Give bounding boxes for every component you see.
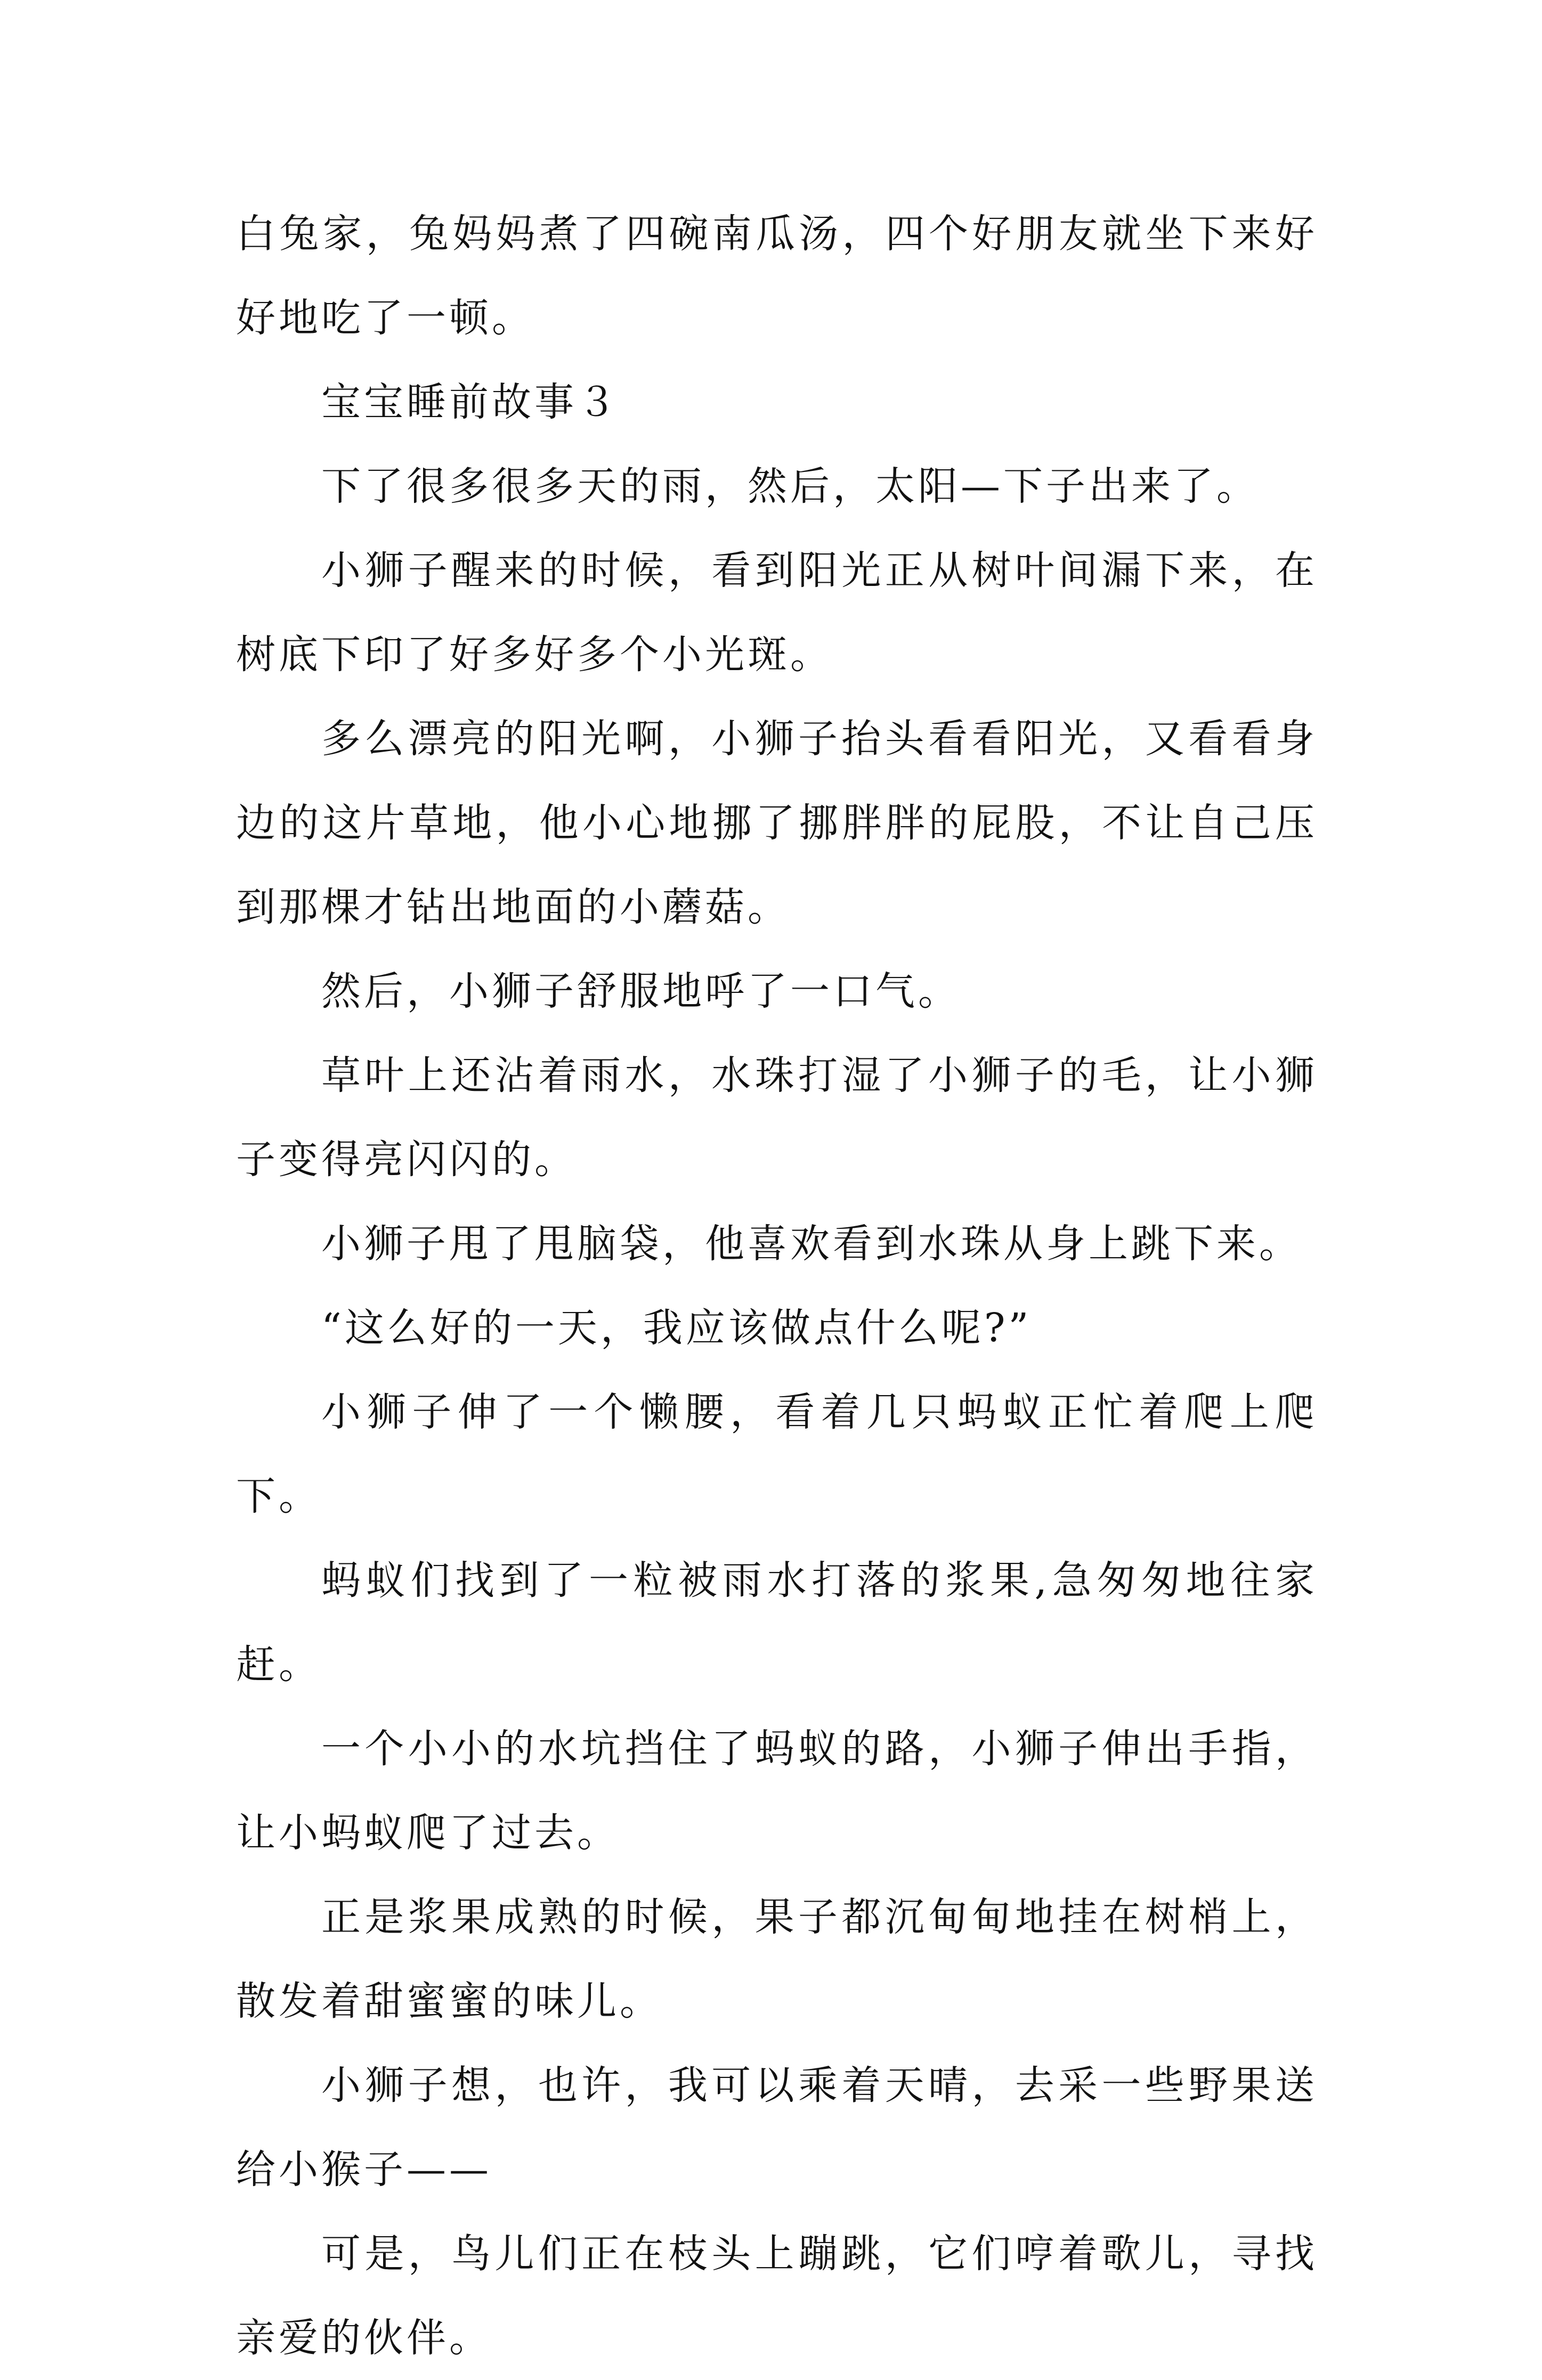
story-paragraph: 下了很多很多天的雨，然后，太阳—下子出来了。 (321, 463, 1259, 509)
story-paragraph: 小狮子醒来的时候，看到阳光正从树叶间漏下来，在树底下印了好多好多个小光斑。 (236, 548, 1318, 678)
story-paragraph: 草叶上还沾着雨水，水珠打湿了小狮子的毛，让小狮子变得亮闪闪的。 (236, 1053, 1318, 1183)
story-paragraph: 一个小小的水坑挡住了蚂蚁的路，小狮子伸出手指，让小蚂蚁爬了过去。 (236, 1726, 1318, 1856)
story-title: 宝宝睡前故事３ (321, 379, 620, 425)
story-paragraph: 可是，鸟儿们正在枝头上蹦跳，它们哼着歌儿，寻找亲爱的伙伴。 (236, 2231, 1318, 2361)
story-paragraph: 然后，小狮子舒服地呼了一口气。 (321, 968, 961, 1014)
story-paragraph: 正是浆果成熟的时候，果子都沉甸甸地挂在树梢上，散发着甜蜜蜜的味儿。 (236, 1894, 1318, 2024)
story-paragraph: 白兔家，兔妈妈煮了四碗南瓜汤，四个好朋友就坐下来好好地吃了一顿。 (236, 211, 1318, 341)
story-paragraph: 小狮子想，也许，我可以乘着天晴，去采一些野果送给小猴子—— (236, 2063, 1318, 2192)
story-paragraph: 蚂蚁们找到了一粒被雨水打落的浆果,急匆匆地往家赶。 (236, 1558, 1318, 1688)
story-paragraph: 小狮子伸了一个懒腰，看着几只蚂蚁正忙着爬上爬下。 (236, 1389, 1318, 1519)
story-paragraph: 小狮子甩了甩脑袋，他喜欢看到水珠从身上跳下来。 (321, 1221, 1302, 1267)
story-paragraph: 多么漂亮的阳光啊，小狮子抬头看看阳光，又看看身边的这片草地，他小心地挪了挪胖胖的屁股，不让自己压到那棵才钻出地面的小蘑菇。 (236, 716, 1318, 930)
document-body (236, 192, 1318, 2380)
story-quote: “这么好的一天，我应该做点什么呢?” (321, 1305, 1032, 1351)
